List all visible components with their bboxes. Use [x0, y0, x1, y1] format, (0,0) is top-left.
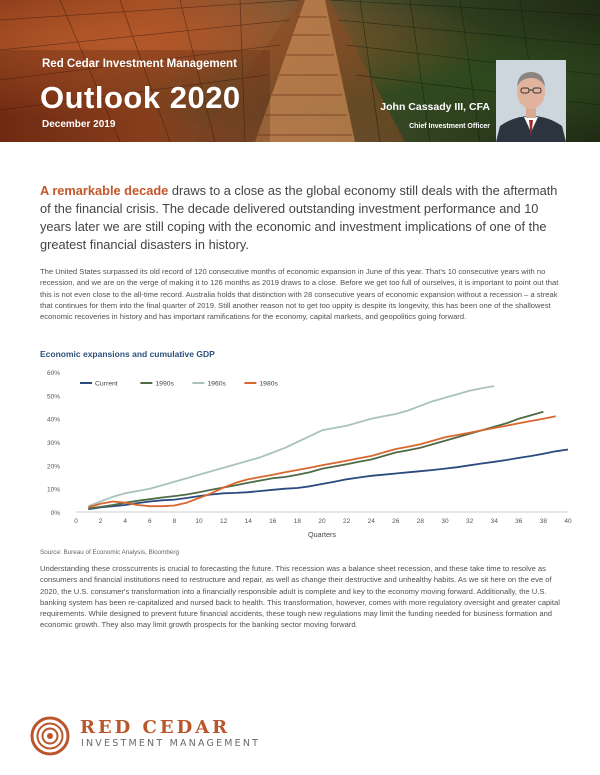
- x-tick-label: 8: [172, 518, 177, 525]
- series-line-1990s: [88, 412, 543, 509]
- page-title: Outlook 2020: [40, 80, 241, 115]
- y-tick-label: 30%: [46, 440, 60, 447]
- x-tick-label: 20: [318, 518, 326, 525]
- x-tick-label: 10: [195, 518, 203, 525]
- x-tick-label: 34: [490, 518, 498, 525]
- legend-label-1980s: 1980s: [259, 380, 278, 388]
- x-tick-label: 30: [441, 518, 449, 525]
- chart-title: Economic expansions and cumulative GDP: [40, 349, 215, 359]
- lead-accent: A remarkable decade: [40, 183, 169, 198]
- publication-date: December 2019: [42, 119, 116, 130]
- x-tick-label: 18: [293, 518, 302, 525]
- y-tick-label: 60%: [46, 370, 60, 377]
- lead-text: draws to a close as the global economy still deals with the aftermath of the financial crisis. The decade delivered outstanding investment performance and 10 years later we are still coping with the economic and investment implications of one of the greatest financial disasters in history.: [40, 183, 558, 252]
- company-name: Red Cedar Investment Management: [42, 58, 237, 70]
- series-line-current: [88, 450, 568, 510]
- logo-tagline: INVESTMENT MANAGEMENT: [81, 738, 261, 749]
- body-paragraph-2: Understanding these crosscurrents is crucial to forecasting the future. This recession was a balance sheet recession, and these take time to resolve as consumers and financial institutions need to restructure and repair, as well as change their destructive and unhealthy habits. As we sit here on the eve of 2020, the U.S. consumer's transformation into a financially responsible adult is complete and key to the economy moving forward. Additionally, the U.S. banking system has been re-capitalized and nursed back to health. This transformation, however, comes with more regulatory oversight and greater capital requirements. While designed to prevent future financial accidents, these tough new regulations may limit the funding needed for business formation and economic growth. They also may limit growth prospects for the banking sector moving forward.: [40, 564, 560, 630]
- red-cedar-logo-icon: [30, 716, 70, 756]
- x-tick-label: 26: [392, 518, 400, 525]
- x-tick-label: 4: [123, 518, 128, 525]
- x-tick-label: 2: [98, 518, 103, 525]
- lead-paragraph: [40, 182, 565, 254]
- logo-name: RED CEDAR: [80, 717, 231, 738]
- legend-label-1960s: 1960s: [207, 380, 226, 388]
- x-tick-label: 6: [147, 518, 152, 525]
- x-tick-label: 12: [219, 518, 228, 525]
- x-tick-label: 22: [342, 518, 351, 525]
- x-tick-label: 36: [515, 518, 523, 525]
- x-tick-label: 24: [367, 518, 375, 525]
- y-tick-label: 20%: [46, 463, 60, 471]
- x-axis-label: Quarters: [308, 530, 336, 539]
- x-tick-label: 0: [74, 518, 78, 525]
- x-tick-label: 16: [269, 518, 277, 525]
- author-role: Chief Investment Officer: [409, 123, 490, 130]
- y-tick-label: 10%: [46, 486, 60, 494]
- legend-label-current: Current: [95, 380, 118, 388]
- x-tick-label: 32: [465, 518, 474, 525]
- y-tick-label: 50%: [46, 393, 60, 401]
- x-tick-label: 40: [564, 518, 572, 525]
- y-tick-label: 0%: [50, 510, 60, 517]
- legend-label-1990s: 1990s: [155, 380, 174, 388]
- y-tick-label: 40%: [46, 416, 60, 424]
- header-banner: [0, 0, 600, 142]
- x-tick-label: 28: [416, 518, 425, 525]
- gdp-line-chart: [28, 360, 578, 548]
- x-tick-label: 14: [244, 518, 252, 525]
- chart-source: Source: Bureau of Economic Analysis, Bloomberg: [40, 549, 179, 556]
- author-name: John Cassady III, CFA: [380, 101, 490, 113]
- author-photo: [496, 60, 566, 142]
- x-tick-label: 38: [539, 518, 548, 525]
- body-paragraph-1: The United States surpassed its old record of 120 consecutive months of economic expansion in June of this year. That's 10 consecutive years with no recession, and we are on the verge of making it to 126 months as 2019 draws to a close. Before we get too full of ourselves, it is important to point out that this is not even close to the all-time record. Australia holds that distinction with 28 consecutive years of economic expansion without a recession – a streak that continues for them into the final quarter of 2019. Still another reason not to get too uppity is despite its longevity, this has been one of the shallowest economic recoveries in history and has important ramifications for the economy, capital markets, and geopolitics going forward.: [40, 267, 559, 322]
